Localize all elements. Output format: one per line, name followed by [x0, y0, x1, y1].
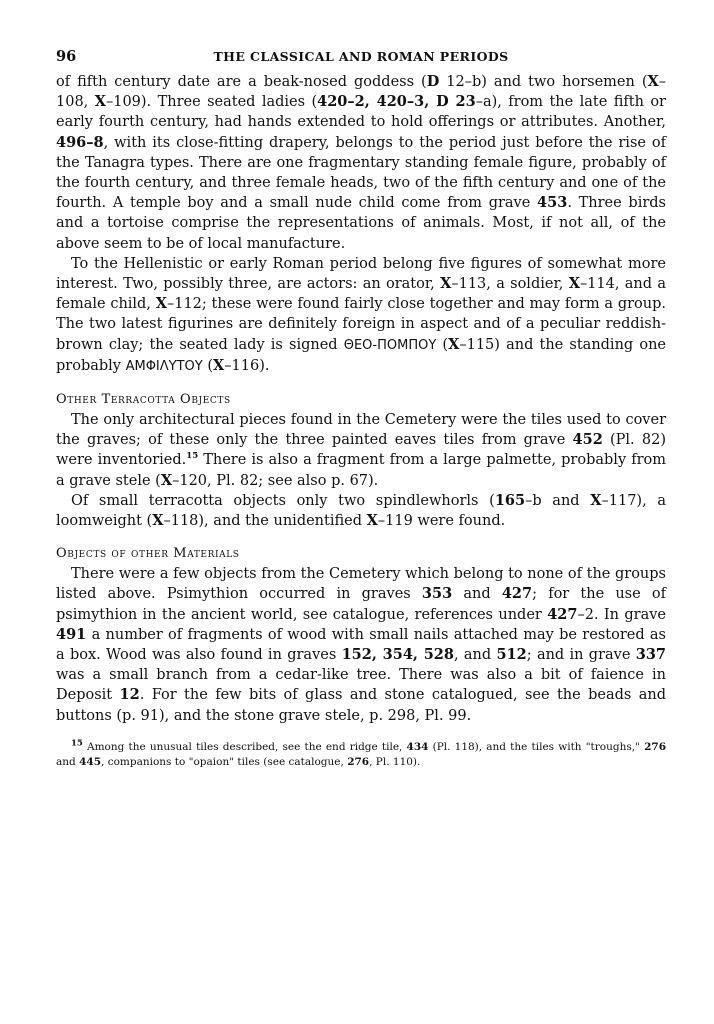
- footnote-number: 15: [71, 738, 83, 749]
- greek-inscription-amphilytou: ΑΜΦΙΛΥΤΟΥ: [125, 358, 203, 374]
- footnote-15: $^{15}$ Among the unusual tiles described, see the end ridge tile, 434 (Pl. 118), and the tiles with "troughs," 276 and 445, companions to "opaion" tiles (see catalogue, 276, Pl. 110).: [56, 738, 666, 768]
- page-header: [56, 48, 666, 72]
- section-heading-other-materials: Objects of other Materials: [56, 546, 240, 562]
- paragraph-architectural-pieces: The only architectural pieces found in the Cemetery were the tiles used to cover the graves; of these only the three painted eaves tiles from grave 452 (Pl. 82) were inventoried.$^{15}$ There is also a fragment from a large palmette, probably from a grave stele (X–120, Pl. 82; see also p. 67).: [56, 412, 666, 489]
- footnote-reference[interactable]: 15: [186, 451, 199, 462]
- section-heading-terracotta-objects: Other Terracotta Objects: [56, 392, 231, 408]
- greek-inscription-theopompou: ΘΕΟ-ΠΟΜΠΟΥ: [343, 337, 437, 353]
- paragraph-classical-figurines: of fifth century date are a beak-nosed goddess (D 12–b) and two horsemen (X–108, X–109). Three seated ladies (420–2, 420–3, D 23–a), from the late fifth or early fourth century, had hands extended to hold offerings or attributes. Another, 496–8, with its close-fitting drapery, belongs to the period just before the rise of the Tanagra types. There are one fragmentary standing female figure, probably of the fourth century, and three female heads, two of the fifth century and one of the fourth. A temple boy and a small nude child come from grave 453. Three birds and a tortoise comprise the representations of animals. Most, if not all, of the above seem to be of local manufacture.: [56, 73, 666, 252]
- running-title: THE CLASSICAL AND ROMAN PERIODS: [213, 49, 509, 64]
- paragraph-other-materials: There were a few objects from the Cemetery which belong to none of the groups listed above. Psimythion occurred in graves 353 and 427; for the use of psimythion in the ancient world, see catalogue, references under 427–2. In grave 491 a number of fragments of wood with small nails attached may be restored as a box. Wood was also found in graves 152, 354, 528, and 512; and in grave 337 was a small branch from a cedar-like tree. There was also a bit of faience in Deposit 12. For the few bits of glass and stone catalogued, see the beads and buttons (p. 91), and the stone grave stele, p. 298, Pl. 99.: [56, 566, 667, 724]
- paragraph-small-terracotta: Of small terracotta objects only two spindlewhorls (165–b and X–117), a loomweight (X–118), and the unidentified X–119 were found.: [56, 491, 667, 530]
- page-number: 96: [56, 48, 77, 65]
- document-page: [56, 48, 666, 780]
- paragraph-hellenistic-figures: To the Hellenistic or early Roman period belong five figures of somewhat more interest. Two, possibly three, are actors: an orator, X–113, a soldier, X–114, and a female child, X–112; these were found fairly close together and may form a group. The two latest figurines are definitely foreign in aspect and of a peculiar reddish-brown clay; the seated lady is signed ΘΕΟ-ΠΟΜΠΟΥ (X–115) and the standing one probably ΑΜΦΙΛΥΤΟΥ (X–116).: [56, 255, 666, 374]
